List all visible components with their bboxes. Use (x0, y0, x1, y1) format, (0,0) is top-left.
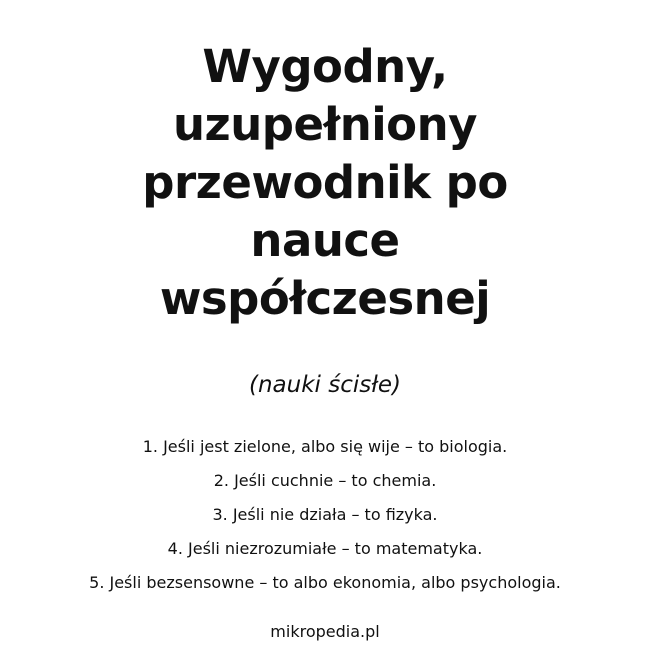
title-line: przewodnik po (142, 156, 508, 209)
rule-item: 4. Jeśli niezrozumiałe – to matematyka. (167, 539, 483, 558)
title-line: nauce (250, 214, 400, 267)
title-line: Wygodny, (202, 40, 448, 93)
title-line: współczesnej (159, 272, 491, 325)
rule-item: 5. Jeśli bezsensowne – to albo ekonomia, albo psychologia. (89, 573, 561, 592)
rule-item: 1. Jeśli jest zielone, albo się wije – to biologia. (142, 437, 508, 456)
rule-item: 3. Jeśli nie działa – to fizyka. (212, 505, 438, 524)
rules-list (0, 430, 650, 600)
subtitle: (nauki ścisłe) (249, 372, 401, 398)
site-footer: mikropedia.pl (270, 622, 380, 641)
title-line: uzupełniony (173, 98, 477, 151)
rule-item: 2. Jeśli cuchnie – to chemia. (213, 471, 437, 490)
page-title (0, 38, 650, 328)
